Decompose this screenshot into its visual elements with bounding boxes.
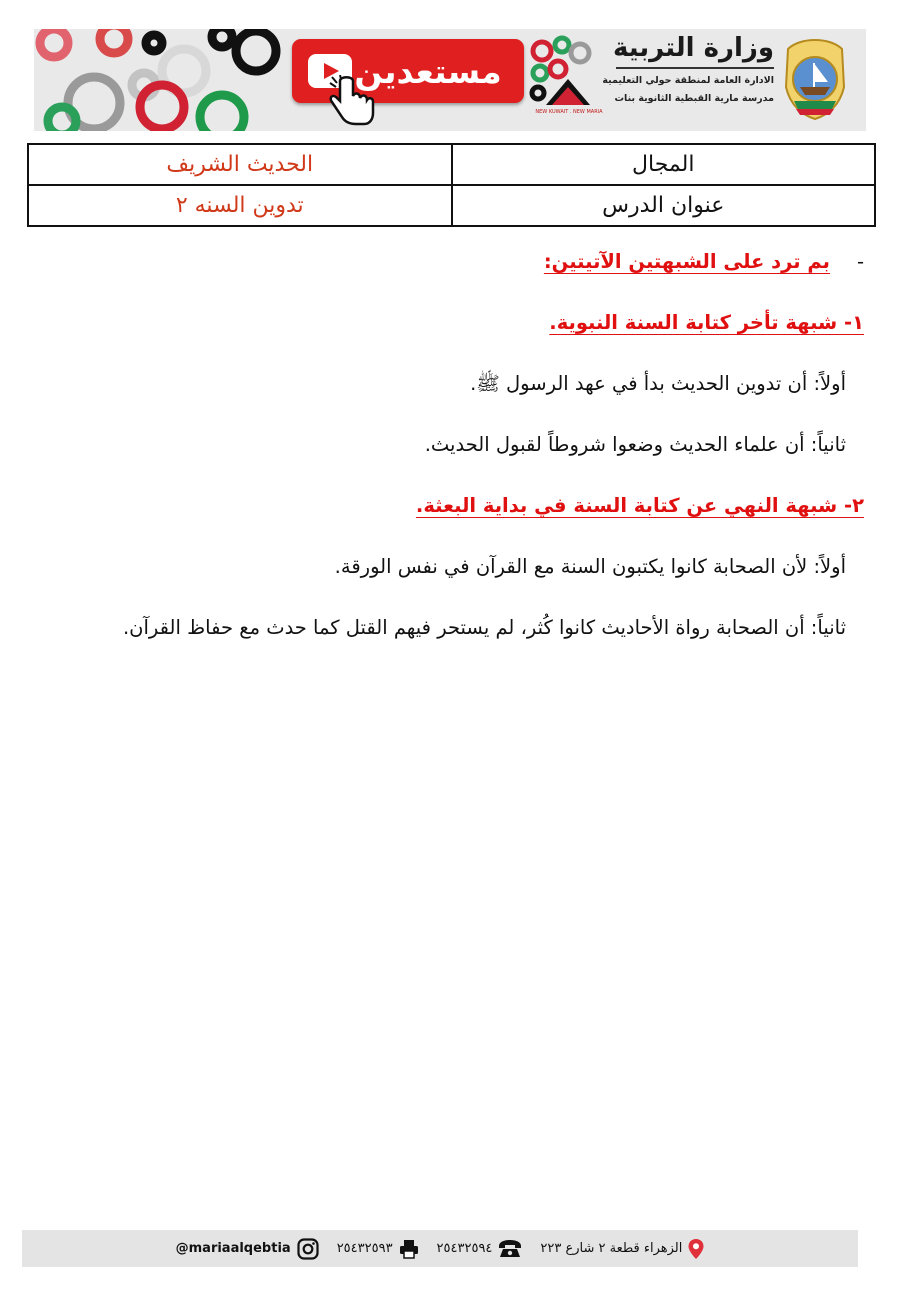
ministry-title: وزارة التربية	[612, 33, 774, 63]
field-label: المجال	[452, 144, 876, 185]
ministry-divider	[616, 67, 774, 69]
instagram-handle[interactable]: @mariaalqebtia	[175, 1241, 291, 1256]
telephone-icon	[498, 1240, 522, 1258]
footer-instagram[interactable]	[176, 1238, 319, 1260]
ministry-subtitle-2: مدرسة مارية القبطية الثانوية بنات	[614, 93, 774, 104]
pointer-hand-icon	[326, 75, 376, 127]
section-2-point-1: أولاً: لأن الصحابة كانوا يكتبون السنة مع القرآن في نفس الورقة.	[334, 555, 846, 578]
address-text: الزهراء قطعة ٢ شارع ٢٢٣	[540, 1241, 683, 1256]
kuwait-emblem-icon	[780, 35, 850, 121]
section-2-point-2: ثانياً: أن الصحابة رواة الأحاديث كانوا كُثر، لم يستحر فيهم القتل كما حدث مع حفاظ القرآن.	[122, 616, 846, 639]
fax-text: ٢٥٤٣٢٥٩٣	[336, 1241, 393, 1256]
section-1-title-line	[40, 311, 864, 351]
lesson-title-label: عنوان الدرس	[452, 185, 876, 226]
section-1-point-1: أولاً: أن تدوين الحديث بدأ في عهد الرسول ﷺ.	[470, 372, 846, 395]
bullet-dash: -	[856, 250, 864, 273]
ministry-block	[604, 31, 774, 108]
question-heading: بم ترد على الشبهتين الآتيتين:	[543, 250, 830, 273]
channel-button-label: مستعدين	[354, 51, 502, 91]
location-pin-icon	[688, 1239, 704, 1259]
footer-address	[540, 1239, 704, 1259]
school-logo-caption: NEW KUWAIT . NEW MARIA	[535, 109, 603, 115]
section-2-title: ٢- شبهة النهي عن كتابة السنة في بداية البعثة.	[415, 494, 864, 517]
lesson-title-value: تدوين السنه ٢	[28, 185, 452, 226]
section-1-point-2: ثانياً: أن علماء الحديث وضعوا شروطاً لقبول الحديث.	[424, 433, 846, 456]
ministry-subtitle-1: الادارة العامة لمنطقة حولي التعليمية	[602, 75, 774, 86]
lesson-info-table	[27, 143, 876, 227]
phone-text: ٢٥٤٣٢٥٩٤	[436, 1241, 493, 1256]
footer-phone	[437, 1240, 523, 1258]
question-line	[40, 250, 864, 290]
header-banner	[34, 29, 866, 131]
instagram-icon	[297, 1238, 319, 1260]
table-row	[28, 144, 875, 185]
field-value: الحديث الشريف	[28, 144, 452, 185]
fax-printer-icon	[399, 1239, 419, 1259]
section-1-title: ١- شبهة تأخر كتابة السنة النبوية.	[549, 311, 864, 334]
contact-footer	[22, 1230, 858, 1267]
gears-decoration-icon	[34, 29, 284, 131]
lesson-content	[40, 250, 864, 653]
section-2-title-line	[40, 494, 864, 534]
table-row	[28, 185, 875, 226]
footer-fax	[337, 1239, 419, 1259]
